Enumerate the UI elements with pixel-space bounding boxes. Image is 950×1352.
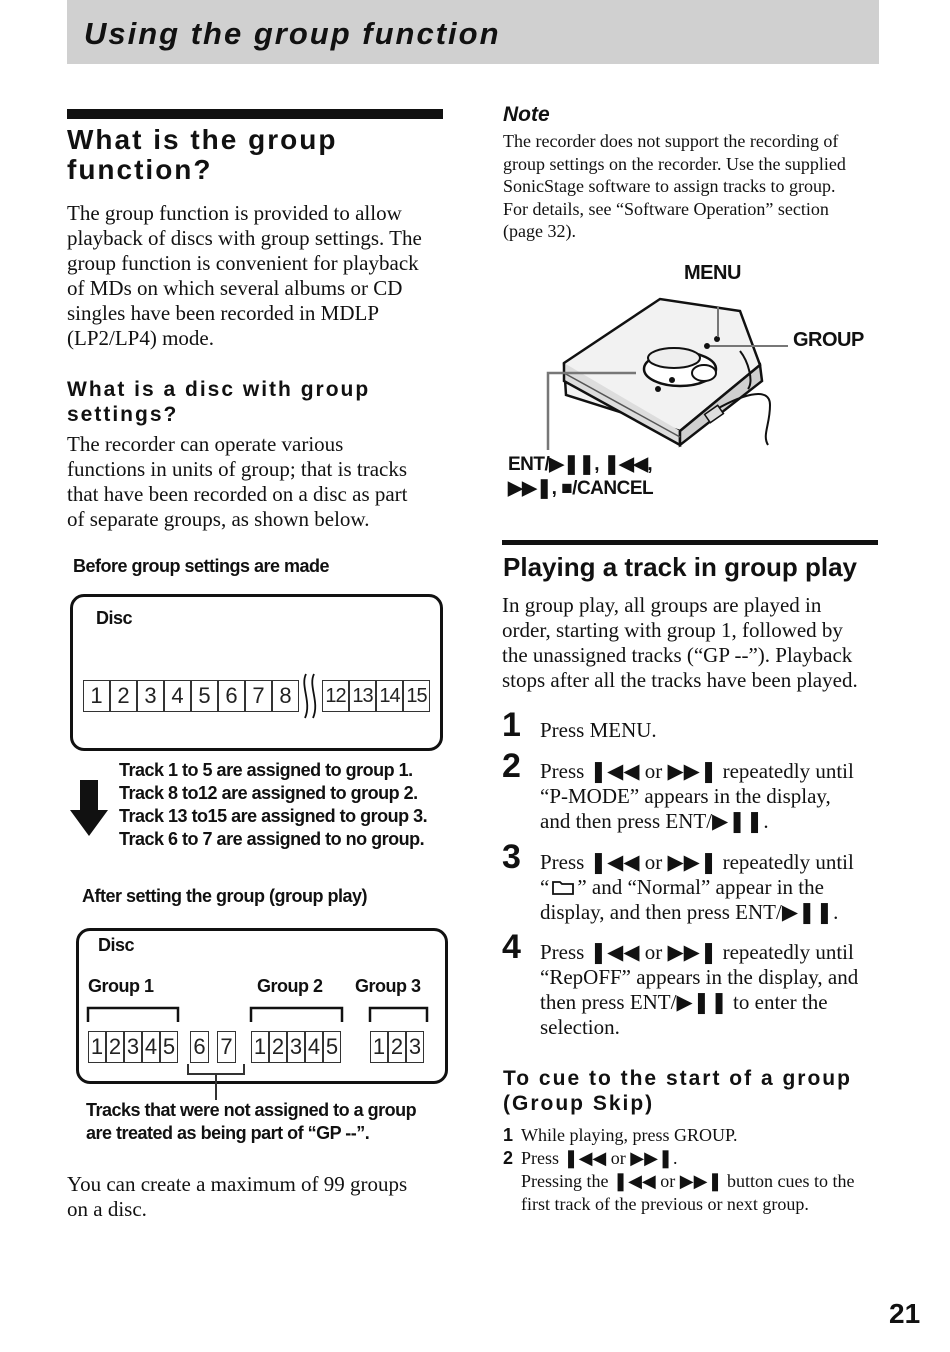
page-number: 21 (889, 1298, 921, 1329)
assignment-list (119, 759, 427, 851)
list-item (503, 1124, 855, 1147)
text-line: “P-MODE” appears in the display, (540, 784, 831, 808)
track-cell: 15 (403, 680, 430, 712)
group2-tracks (251, 1031, 341, 1063)
text-line: and then press ENT/▶❚❚. (540, 809, 769, 833)
section-heading (67, 125, 337, 185)
heading-line: (Group Skip) (503, 1092, 655, 1115)
track-cell: 5 (323, 1031, 341, 1063)
track-cell: 5 (160, 1031, 178, 1063)
text-line: display, and then press ENT/▶❚❚. (540, 900, 839, 924)
step-number: 1 (502, 706, 521, 744)
section-rule (502, 540, 878, 545)
text-line (540, 875, 854, 900)
track-row-b (322, 680, 430, 712)
heading-line: What is the group (67, 124, 338, 155)
track-cell: 3 (124, 1031, 142, 1063)
assignment-line: Track 8 to12 are assigned to group 2. (119, 783, 418, 803)
text-line: Press ❚◀◀ or ▶▶❚ repeatedly until (540, 850, 854, 874)
track-cell: 5 (191, 680, 218, 712)
track-cell: 13 (349, 680, 376, 712)
track-row-a (83, 680, 299, 712)
track-cell: 8 (272, 680, 299, 712)
text-line: (page 32). (503, 221, 576, 241)
section-heading: Playing a track in group play (503, 552, 857, 582)
text-line: The recorder does not support the recording of (503, 131, 839, 151)
track-cell: 3 (406, 1031, 424, 1063)
track-cell: 1 (251, 1031, 269, 1063)
page-title: Using the group function (84, 16, 501, 51)
text-line: of separate groups, as shown below. (67, 507, 370, 531)
text-line: Pressing the ❚◀◀ or ▶▶❚ button cues to the (521, 1171, 855, 1191)
cue-list (503, 1124, 855, 1216)
list-number: 1 (503, 1125, 514, 1145)
list-text: Press ❚◀◀ or ▶▶❚. (521, 1148, 678, 1168)
callout-line: ▶▶❚, ■/CANCEL (508, 478, 654, 499)
group-play-intro (502, 593, 858, 693)
track-cell: 1 (83, 680, 110, 712)
text-line: You can create a maximum of 99 groups (67, 1172, 408, 1196)
text-line: first track of the previous or next group. (521, 1194, 809, 1214)
sub-paragraph (67, 432, 447, 532)
menu-callout: MENU (684, 262, 741, 284)
text-line: order, starting with group 1, followed by (502, 618, 843, 642)
list-item (503, 1147, 855, 1170)
text-line: Press ❚◀◀ or ▶▶❚ repeatedly until (540, 759, 854, 783)
group-label: Group 1 (88, 976, 154, 996)
step-text (540, 718, 657, 743)
intro-paragraph (67, 201, 447, 351)
text-line: the unassigned tracks (“GP --”). Playback (502, 643, 853, 667)
break-marks-icon (299, 672, 323, 720)
disc-label: Disc (96, 608, 133, 628)
assignment-line: Track 6 to 7 are assigned to no group. (119, 829, 425, 849)
folder-icon (551, 878, 575, 896)
group1-tracks (88, 1031, 178, 1063)
heading-line: function? (67, 154, 213, 185)
note-title: Note (503, 103, 550, 126)
text-line: The group function is provided to allow (67, 201, 402, 225)
list-text: While playing, press GROUP. (521, 1125, 738, 1145)
track-cell: 4 (142, 1031, 160, 1063)
track-cell: 1 (370, 1031, 388, 1063)
quote-open: “ (540, 875, 550, 899)
controls-callout (508, 453, 653, 501)
track-cell: 14 (376, 680, 403, 712)
track-cell: 1 (88, 1031, 106, 1063)
cue-heading (503, 1066, 852, 1116)
track-cell: 2 (388, 1031, 406, 1063)
assignment-line: Track 13 to15 are assigned to group 3. (119, 806, 428, 826)
step-number: 3 (502, 838, 521, 876)
text-line: “RepOFF” appears in the display, and (540, 965, 859, 989)
text-line: The recorder can operate various (67, 432, 344, 456)
step-text (540, 759, 854, 834)
unassigned-tracks (190, 1031, 236, 1063)
step-number: 4 (502, 928, 521, 966)
text-line: Press MENU. (540, 718, 657, 742)
track-cell: 12 (322, 680, 349, 712)
track-cell: 7 (217, 1031, 236, 1063)
text-line: group settings on the recorder. Use the supplied (503, 153, 846, 174)
text-line: that have been recorded on a disc as part (67, 482, 408, 506)
track-cell: 6 (190, 1031, 209, 1063)
text-line: then press ENT/▶❚❚ to enter the (540, 990, 828, 1014)
text-fragment: ” and “Normal” appear in the (577, 875, 824, 899)
text-line: Press ❚◀◀ or ▶▶❚ repeatedly until (540, 940, 854, 964)
footer-paragraph (67, 1172, 407, 1222)
track-cell: 3 (287, 1031, 305, 1063)
group3-tracks (370, 1031, 424, 1063)
track-cell: 6 (218, 680, 245, 712)
text-line: In group play, all groups are played in (502, 593, 822, 617)
text-line: selection. (540, 1015, 620, 1039)
track-cell: 3 (137, 680, 164, 712)
heading-line: To cue to the start of a group (503, 1067, 852, 1090)
track-cell: 7 (245, 680, 272, 712)
note-paragraph (503, 130, 846, 243)
step-number: 2 (502, 747, 521, 785)
diagram-caption: After setting the group (group play) (82, 886, 367, 906)
text-line: group function is convenient for playback (67, 251, 419, 275)
step-text (540, 940, 858, 1040)
heading-line: What is a disc with group (67, 378, 371, 401)
assignment-line: Track 1 to 5 are assigned to group 1. (119, 760, 413, 780)
note-line: are treated as being part of “GP --”. (86, 1123, 370, 1143)
text-line: (LP2/LP4) mode. (67, 326, 214, 350)
note-line: Tracks that were not assigned to a group (86, 1100, 417, 1120)
unassigned-note (86, 1099, 416, 1145)
track-cell: 2 (269, 1031, 287, 1063)
list-number: 2 (503, 1148, 514, 1168)
group-label: Group 3 (355, 976, 421, 996)
track-cell: 4 (305, 1031, 323, 1063)
heading-line: settings? (67, 403, 179, 426)
md-player-illustration (540, 285, 790, 450)
track-cell: 2 (106, 1031, 124, 1063)
text-line: playback of discs with group settings. The (67, 226, 422, 250)
text-line: functions in units of group; that is tracks (67, 457, 408, 481)
group-callout: GROUP (793, 329, 864, 351)
track-cell: 2 (110, 680, 137, 712)
track-cell: 4 (164, 680, 191, 712)
text-line: singles have been recorded in MDLP (67, 301, 379, 325)
text-line: stops after all the tracks have been played. (502, 668, 858, 692)
section-rule (67, 109, 443, 119)
callout-line: ENT/▶❚❚, ❚◀◀, (508, 454, 653, 475)
step-text (540, 850, 854, 925)
text-line: of MDs on which several albums or CD (67, 276, 403, 300)
text-line: SonicStage software to assign tracks to group. (503, 176, 836, 196)
disc-label: Disc (98, 935, 135, 955)
down-arrow-icon (70, 780, 110, 838)
group-label: Group 2 (257, 976, 323, 996)
diagram-caption: Before group settings are made (73, 556, 330, 576)
text-line: For details, see “Software Operation” section (503, 198, 829, 219)
text-line: on a disc. (67, 1197, 147, 1221)
sub-heading (67, 377, 370, 427)
